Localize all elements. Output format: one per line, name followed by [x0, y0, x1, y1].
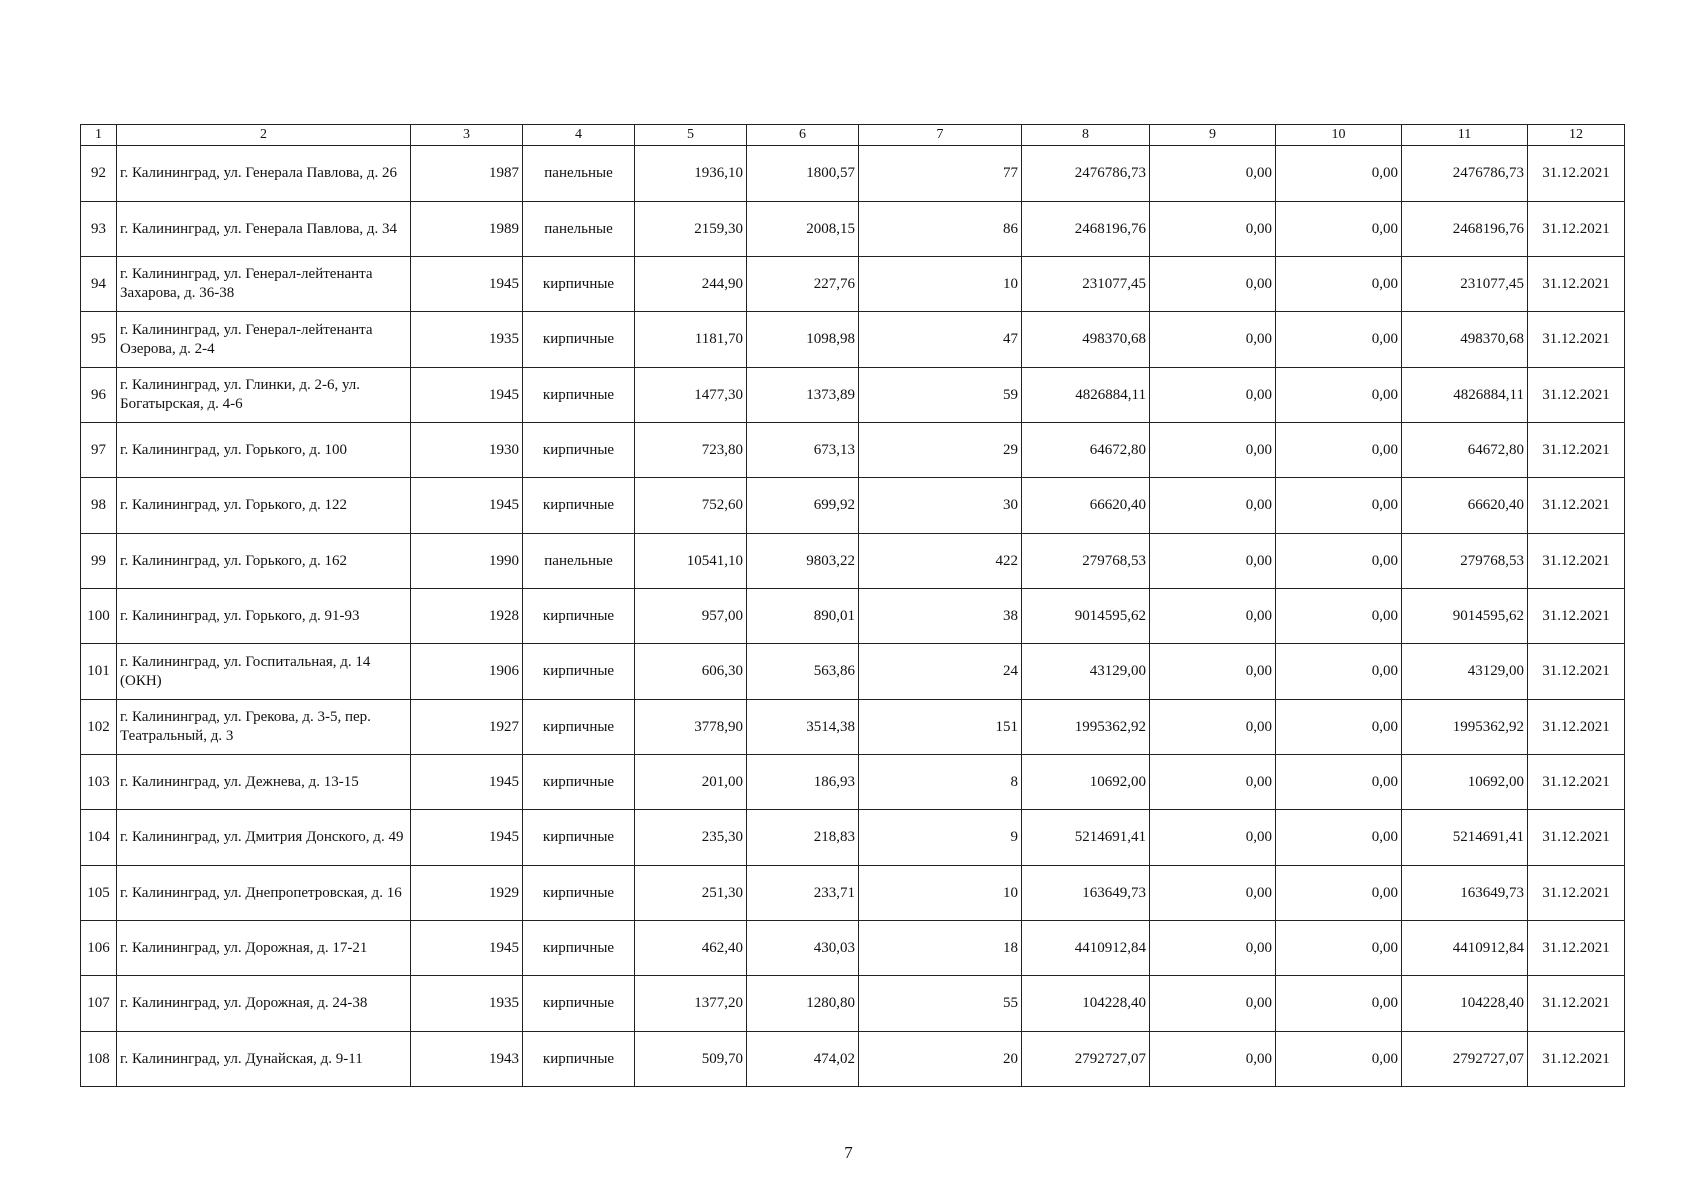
total-area-cell: 1377,20: [635, 976, 747, 1032]
local-funds-cell: 5214691,41: [1402, 810, 1528, 866]
total-cost-cell: 9014595,62: [1022, 589, 1150, 644]
local-funds-cell: 43129,00: [1402, 644, 1528, 700]
living-area-cell: 430,03: [747, 921, 859, 976]
year-cell: 1945: [411, 810, 523, 866]
living-area-cell: 563,86: [747, 644, 859, 700]
local-funds-cell: 279768,53: [1402, 534, 1528, 589]
table-row: [81, 146, 1625, 202]
completion-date-cell: 31.12.2021: [1528, 755, 1625, 810]
row-number-cell: 103: [81, 755, 117, 810]
year-cell: 1945: [411, 368, 523, 423]
living-area-cell: 9803,22: [747, 534, 859, 589]
residents-cell: 8: [859, 755, 1022, 810]
address-cell: г. Калининград, ул. Дорожная, д. 24-38: [117, 976, 411, 1032]
living-area-cell: 233,71: [747, 866, 859, 921]
living-area-cell: 673,13: [747, 423, 859, 478]
row-number-cell: 104: [81, 810, 117, 866]
total-cost-cell: 10692,00: [1022, 755, 1150, 810]
federal-funds-cell: 0,00: [1150, 921, 1276, 976]
local-funds-cell: 231077,45: [1402, 257, 1528, 312]
total-area-cell: 723,80: [635, 423, 747, 478]
regional-funds-cell: 0,00: [1276, 921, 1402, 976]
total-cost-cell: 43129,00: [1022, 644, 1150, 700]
wall-material-cell: кирпичные: [523, 257, 635, 312]
address-cell: г. Калининград, ул. Горького, д. 100: [117, 423, 411, 478]
total-cost-cell: 5214691,41: [1022, 810, 1150, 866]
living-area-cell: 1373,89: [747, 368, 859, 423]
address-cell: г. Калининград, ул. Горького, д. 162: [117, 534, 411, 589]
total-cost-cell: 2792727,07: [1022, 1032, 1150, 1087]
column-header: 11: [1402, 125, 1528, 146]
residents-cell: 47: [859, 312, 1022, 368]
completion-date-cell: 31.12.2021: [1528, 589, 1625, 644]
total-cost-cell: 231077,45: [1022, 257, 1150, 312]
residents-cell: 55: [859, 976, 1022, 1032]
wall-material-cell: кирпичные: [523, 423, 635, 478]
column-header: 7: [859, 125, 1022, 146]
column-header: 8: [1022, 125, 1150, 146]
total-cost-cell: 66620,40: [1022, 478, 1150, 534]
table-row: [81, 478, 1625, 534]
completion-date-cell: 31.12.2021: [1528, 202, 1625, 257]
row-number-cell: 94: [81, 257, 117, 312]
housing-table: [80, 124, 1625, 1087]
table-row: [81, 368, 1625, 423]
total-area-cell: 1181,70: [635, 312, 747, 368]
residents-cell: 9: [859, 810, 1022, 866]
table-row: [81, 589, 1625, 644]
local-funds-cell: 104228,40: [1402, 976, 1528, 1032]
total-area-cell: 606,30: [635, 644, 747, 700]
residents-cell: 20: [859, 1032, 1022, 1087]
regional-funds-cell: 0,00: [1276, 589, 1402, 644]
row-number-cell: 93: [81, 202, 117, 257]
row-number-cell: 101: [81, 644, 117, 700]
total-cost-cell: 2476786,73: [1022, 146, 1150, 202]
residents-cell: 151: [859, 700, 1022, 755]
completion-date-cell: 31.12.2021: [1528, 312, 1625, 368]
table-row: [81, 755, 1625, 810]
total-area-cell: 3778,90: [635, 700, 747, 755]
federal-funds-cell: 0,00: [1150, 257, 1276, 312]
table-row: [81, 810, 1625, 866]
address-cell: г. Калининград, ул. Грекова, д. 3-5, пер. Театральный, д. 3: [117, 700, 411, 755]
total-area-cell: 2159,30: [635, 202, 747, 257]
total-area-cell: 201,00: [635, 755, 747, 810]
local-funds-cell: 498370,68: [1402, 312, 1528, 368]
wall-material-cell: кирпичные: [523, 644, 635, 700]
address-cell: г. Калининград, ул. Дежнева, д. 13-15: [117, 755, 411, 810]
local-funds-cell: 4826884,11: [1402, 368, 1528, 423]
residents-cell: 422: [859, 534, 1022, 589]
address-cell: г. Калининград, ул. Глинки, д. 2-6, ул. Богатырская, д. 4-6: [117, 368, 411, 423]
wall-material-cell: кирпичные: [523, 312, 635, 368]
address-cell: г. Калининград, ул. Генерала Павлова, д. 34: [117, 202, 411, 257]
wall-material-cell: кирпичные: [523, 368, 635, 423]
total-area-cell: 957,00: [635, 589, 747, 644]
year-cell: 1929: [411, 866, 523, 921]
year-cell: 1935: [411, 976, 523, 1032]
living-area-cell: 890,01: [747, 589, 859, 644]
table-row: [81, 866, 1625, 921]
regional-funds-cell: 0,00: [1276, 257, 1402, 312]
table-row: [81, 202, 1625, 257]
year-cell: 1943: [411, 1032, 523, 1087]
federal-funds-cell: 0,00: [1150, 368, 1276, 423]
row-number-cell: 106: [81, 921, 117, 976]
wall-material-cell: кирпичные: [523, 589, 635, 644]
local-funds-cell: 66620,40: [1402, 478, 1528, 534]
column-header: 10: [1276, 125, 1402, 146]
year-cell: 1945: [411, 921, 523, 976]
row-number-cell: 99: [81, 534, 117, 589]
year-cell: 1935: [411, 312, 523, 368]
wall-material-cell: кирпичные: [523, 976, 635, 1032]
year-cell: 1930: [411, 423, 523, 478]
residents-cell: 38: [859, 589, 1022, 644]
year-cell: 1906: [411, 644, 523, 700]
total-area-cell: 251,30: [635, 866, 747, 921]
column-header: 5: [635, 125, 747, 146]
local-funds-cell: 1995362,92: [1402, 700, 1528, 755]
total-cost-cell: 2468196,76: [1022, 202, 1150, 257]
residents-cell: 18: [859, 921, 1022, 976]
federal-funds-cell: 0,00: [1150, 202, 1276, 257]
regional-funds-cell: 0,00: [1276, 423, 1402, 478]
living-area-cell: 699,92: [747, 478, 859, 534]
wall-material-cell: панельные: [523, 146, 635, 202]
regional-funds-cell: 0,00: [1276, 478, 1402, 534]
year-cell: 1989: [411, 202, 523, 257]
year-cell: 1990: [411, 534, 523, 589]
local-funds-cell: 10692,00: [1402, 755, 1528, 810]
column-header: 1: [81, 125, 117, 146]
regional-funds-cell: 0,00: [1276, 700, 1402, 755]
wall-material-cell: панельные: [523, 534, 635, 589]
completion-date-cell: 31.12.2021: [1528, 921, 1625, 976]
completion-date-cell: 31.12.2021: [1528, 534, 1625, 589]
federal-funds-cell: 0,00: [1150, 146, 1276, 202]
living-area-cell: 227,76: [747, 257, 859, 312]
table-row: [81, 700, 1625, 755]
row-number-cell: 105: [81, 866, 117, 921]
federal-funds-cell: 0,00: [1150, 312, 1276, 368]
local-funds-cell: 163649,73: [1402, 866, 1528, 921]
federal-funds-cell: 0,00: [1150, 478, 1276, 534]
wall-material-cell: кирпичные: [523, 478, 635, 534]
total-area-cell: 235,30: [635, 810, 747, 866]
year-cell: 1928: [411, 589, 523, 644]
residents-cell: 30: [859, 478, 1022, 534]
regional-funds-cell: 0,00: [1276, 1032, 1402, 1087]
federal-funds-cell: 0,00: [1150, 534, 1276, 589]
wall-material-cell: кирпичные: [523, 866, 635, 921]
regional-funds-cell: 0,00: [1276, 976, 1402, 1032]
local-funds-cell: 4410912,84: [1402, 921, 1528, 976]
page-number: 7: [844, 1143, 853, 1162]
federal-funds-cell: 0,00: [1150, 644, 1276, 700]
local-funds-cell: 64672,80: [1402, 423, 1528, 478]
total-area-cell: 462,40: [635, 921, 747, 976]
row-number-cell: 95: [81, 312, 117, 368]
address-cell: г. Калининград, ул. Госпитальная, д. 14 (ОКН): [117, 644, 411, 700]
total-area-cell: 1936,10: [635, 146, 747, 202]
completion-date-cell: 31.12.2021: [1528, 146, 1625, 202]
address-cell: г. Калининград, ул. Дорожная, д. 17-21: [117, 921, 411, 976]
year-cell: 1945: [411, 478, 523, 534]
federal-funds-cell: 0,00: [1150, 810, 1276, 866]
total-area-cell: 10541,10: [635, 534, 747, 589]
completion-date-cell: 31.12.2021: [1528, 866, 1625, 921]
row-number-cell: 107: [81, 976, 117, 1032]
address-cell: г. Калининград, ул. Горького, д. 91-93: [117, 589, 411, 644]
federal-funds-cell: 0,00: [1150, 700, 1276, 755]
year-cell: 1927: [411, 700, 523, 755]
column-header: 3: [411, 125, 523, 146]
total-area-cell: 244,90: [635, 257, 747, 312]
wall-material-cell: кирпичные: [523, 921, 635, 976]
residents-cell: 10: [859, 257, 1022, 312]
completion-date-cell: 31.12.2021: [1528, 1032, 1625, 1087]
living-area-cell: 2008,15: [747, 202, 859, 257]
regional-funds-cell: 0,00: [1276, 810, 1402, 866]
total-cost-cell: 104228,40: [1022, 976, 1150, 1032]
table-row: [81, 976, 1625, 1032]
total-area-cell: 752,60: [635, 478, 747, 534]
completion-date-cell: 31.12.2021: [1528, 810, 1625, 866]
living-area-cell: 1800,57: [747, 146, 859, 202]
completion-date-cell: 31.12.2021: [1528, 700, 1625, 755]
residents-cell: 86: [859, 202, 1022, 257]
address-cell: г. Калининград, ул. Генерала Павлова, д. 26: [117, 146, 411, 202]
living-area-cell: 3514,38: [747, 700, 859, 755]
completion-date-cell: 31.12.2021: [1528, 257, 1625, 312]
federal-funds-cell: 0,00: [1150, 1032, 1276, 1087]
total-cost-cell: 1995362,92: [1022, 700, 1150, 755]
column-header: 9: [1150, 125, 1276, 146]
federal-funds-cell: 0,00: [1150, 589, 1276, 644]
total-cost-cell: 279768,53: [1022, 534, 1150, 589]
regional-funds-cell: 0,00: [1276, 866, 1402, 921]
living-area-cell: 186,93: [747, 755, 859, 810]
table-row: [81, 644, 1625, 700]
column-header: 4: [523, 125, 635, 146]
row-number-cell: 92: [81, 146, 117, 202]
residents-cell: 29: [859, 423, 1022, 478]
column-header: 12: [1528, 125, 1625, 146]
total-cost-cell: 498370,68: [1022, 312, 1150, 368]
local-funds-cell: 9014595,62: [1402, 589, 1528, 644]
wall-material-cell: кирпичные: [523, 810, 635, 866]
year-cell: 1945: [411, 755, 523, 810]
living-area-cell: 474,02: [747, 1032, 859, 1087]
regional-funds-cell: 0,00: [1276, 146, 1402, 202]
federal-funds-cell: 0,00: [1150, 423, 1276, 478]
regional-funds-cell: 0,00: [1276, 312, 1402, 368]
completion-date-cell: 31.12.2021: [1528, 478, 1625, 534]
residents-cell: 59: [859, 368, 1022, 423]
completion-date-cell: 31.12.2021: [1528, 976, 1625, 1032]
federal-funds-cell: 0,00: [1150, 755, 1276, 810]
address-cell: г. Калининград, ул. Дунайская, д. 9-11: [117, 1032, 411, 1087]
row-number-cell: 108: [81, 1032, 117, 1087]
address-cell: г. Калининград, ул. Днепропетровская, д. 16: [117, 866, 411, 921]
table-row: [81, 534, 1625, 589]
column-header: 2: [117, 125, 411, 146]
regional-funds-cell: 0,00: [1276, 368, 1402, 423]
table-row: [81, 1032, 1625, 1087]
address-cell: г. Калининград, ул. Генерал-лейтенанта Озерова, д. 2-4: [117, 312, 411, 368]
table-row: [81, 257, 1625, 312]
total-cost-cell: 64672,80: [1022, 423, 1150, 478]
local-funds-cell: 2468196,76: [1402, 202, 1528, 257]
row-number-cell: 102: [81, 700, 117, 755]
local-funds-cell: 2792727,07: [1402, 1032, 1528, 1087]
wall-material-cell: кирпичные: [523, 755, 635, 810]
address-cell: г. Калининград, ул. Дмитрия Донского, д. 49: [117, 810, 411, 866]
row-number-cell: 98: [81, 478, 117, 534]
total-area-cell: 509,70: [635, 1032, 747, 1087]
total-area-cell: 1477,30: [635, 368, 747, 423]
address-cell: г. Калининград, ул. Горького, д. 122: [117, 478, 411, 534]
living-area-cell: 218,83: [747, 810, 859, 866]
completion-date-cell: 31.12.2021: [1528, 368, 1625, 423]
federal-funds-cell: 0,00: [1150, 866, 1276, 921]
total-cost-cell: 4410912,84: [1022, 921, 1150, 976]
living-area-cell: 1280,80: [747, 976, 859, 1032]
year-cell: 1945: [411, 257, 523, 312]
table-row: [81, 921, 1625, 976]
residents-cell: 10: [859, 866, 1022, 921]
wall-material-cell: кирпичные: [523, 1032, 635, 1087]
year-cell: 1987: [411, 146, 523, 202]
table-row: [81, 312, 1625, 368]
regional-funds-cell: 0,00: [1276, 644, 1402, 700]
total-cost-cell: 163649,73: [1022, 866, 1150, 921]
row-number-cell: 97: [81, 423, 117, 478]
address-cell: г. Калининград, ул. Генерал-лейтенанта Захарова, д. 36-38: [117, 257, 411, 312]
regional-funds-cell: 0,00: [1276, 755, 1402, 810]
row-number-cell: 100: [81, 589, 117, 644]
residents-cell: 24: [859, 644, 1022, 700]
total-cost-cell: 4826884,11: [1022, 368, 1150, 423]
table-row: [81, 423, 1625, 478]
federal-funds-cell: 0,00: [1150, 976, 1276, 1032]
header-row: [81, 125, 1625, 146]
regional-funds-cell: 0,00: [1276, 202, 1402, 257]
completion-date-cell: 31.12.2021: [1528, 644, 1625, 700]
completion-date-cell: 31.12.2021: [1528, 423, 1625, 478]
regional-funds-cell: 0,00: [1276, 534, 1402, 589]
local-funds-cell: 2476786,73: [1402, 146, 1528, 202]
residents-cell: 77: [859, 146, 1022, 202]
wall-material-cell: панельные: [523, 202, 635, 257]
wall-material-cell: кирпичные: [523, 700, 635, 755]
column-header: 6: [747, 125, 859, 146]
living-area-cell: 1098,98: [747, 312, 859, 368]
row-number-cell: 96: [81, 368, 117, 423]
